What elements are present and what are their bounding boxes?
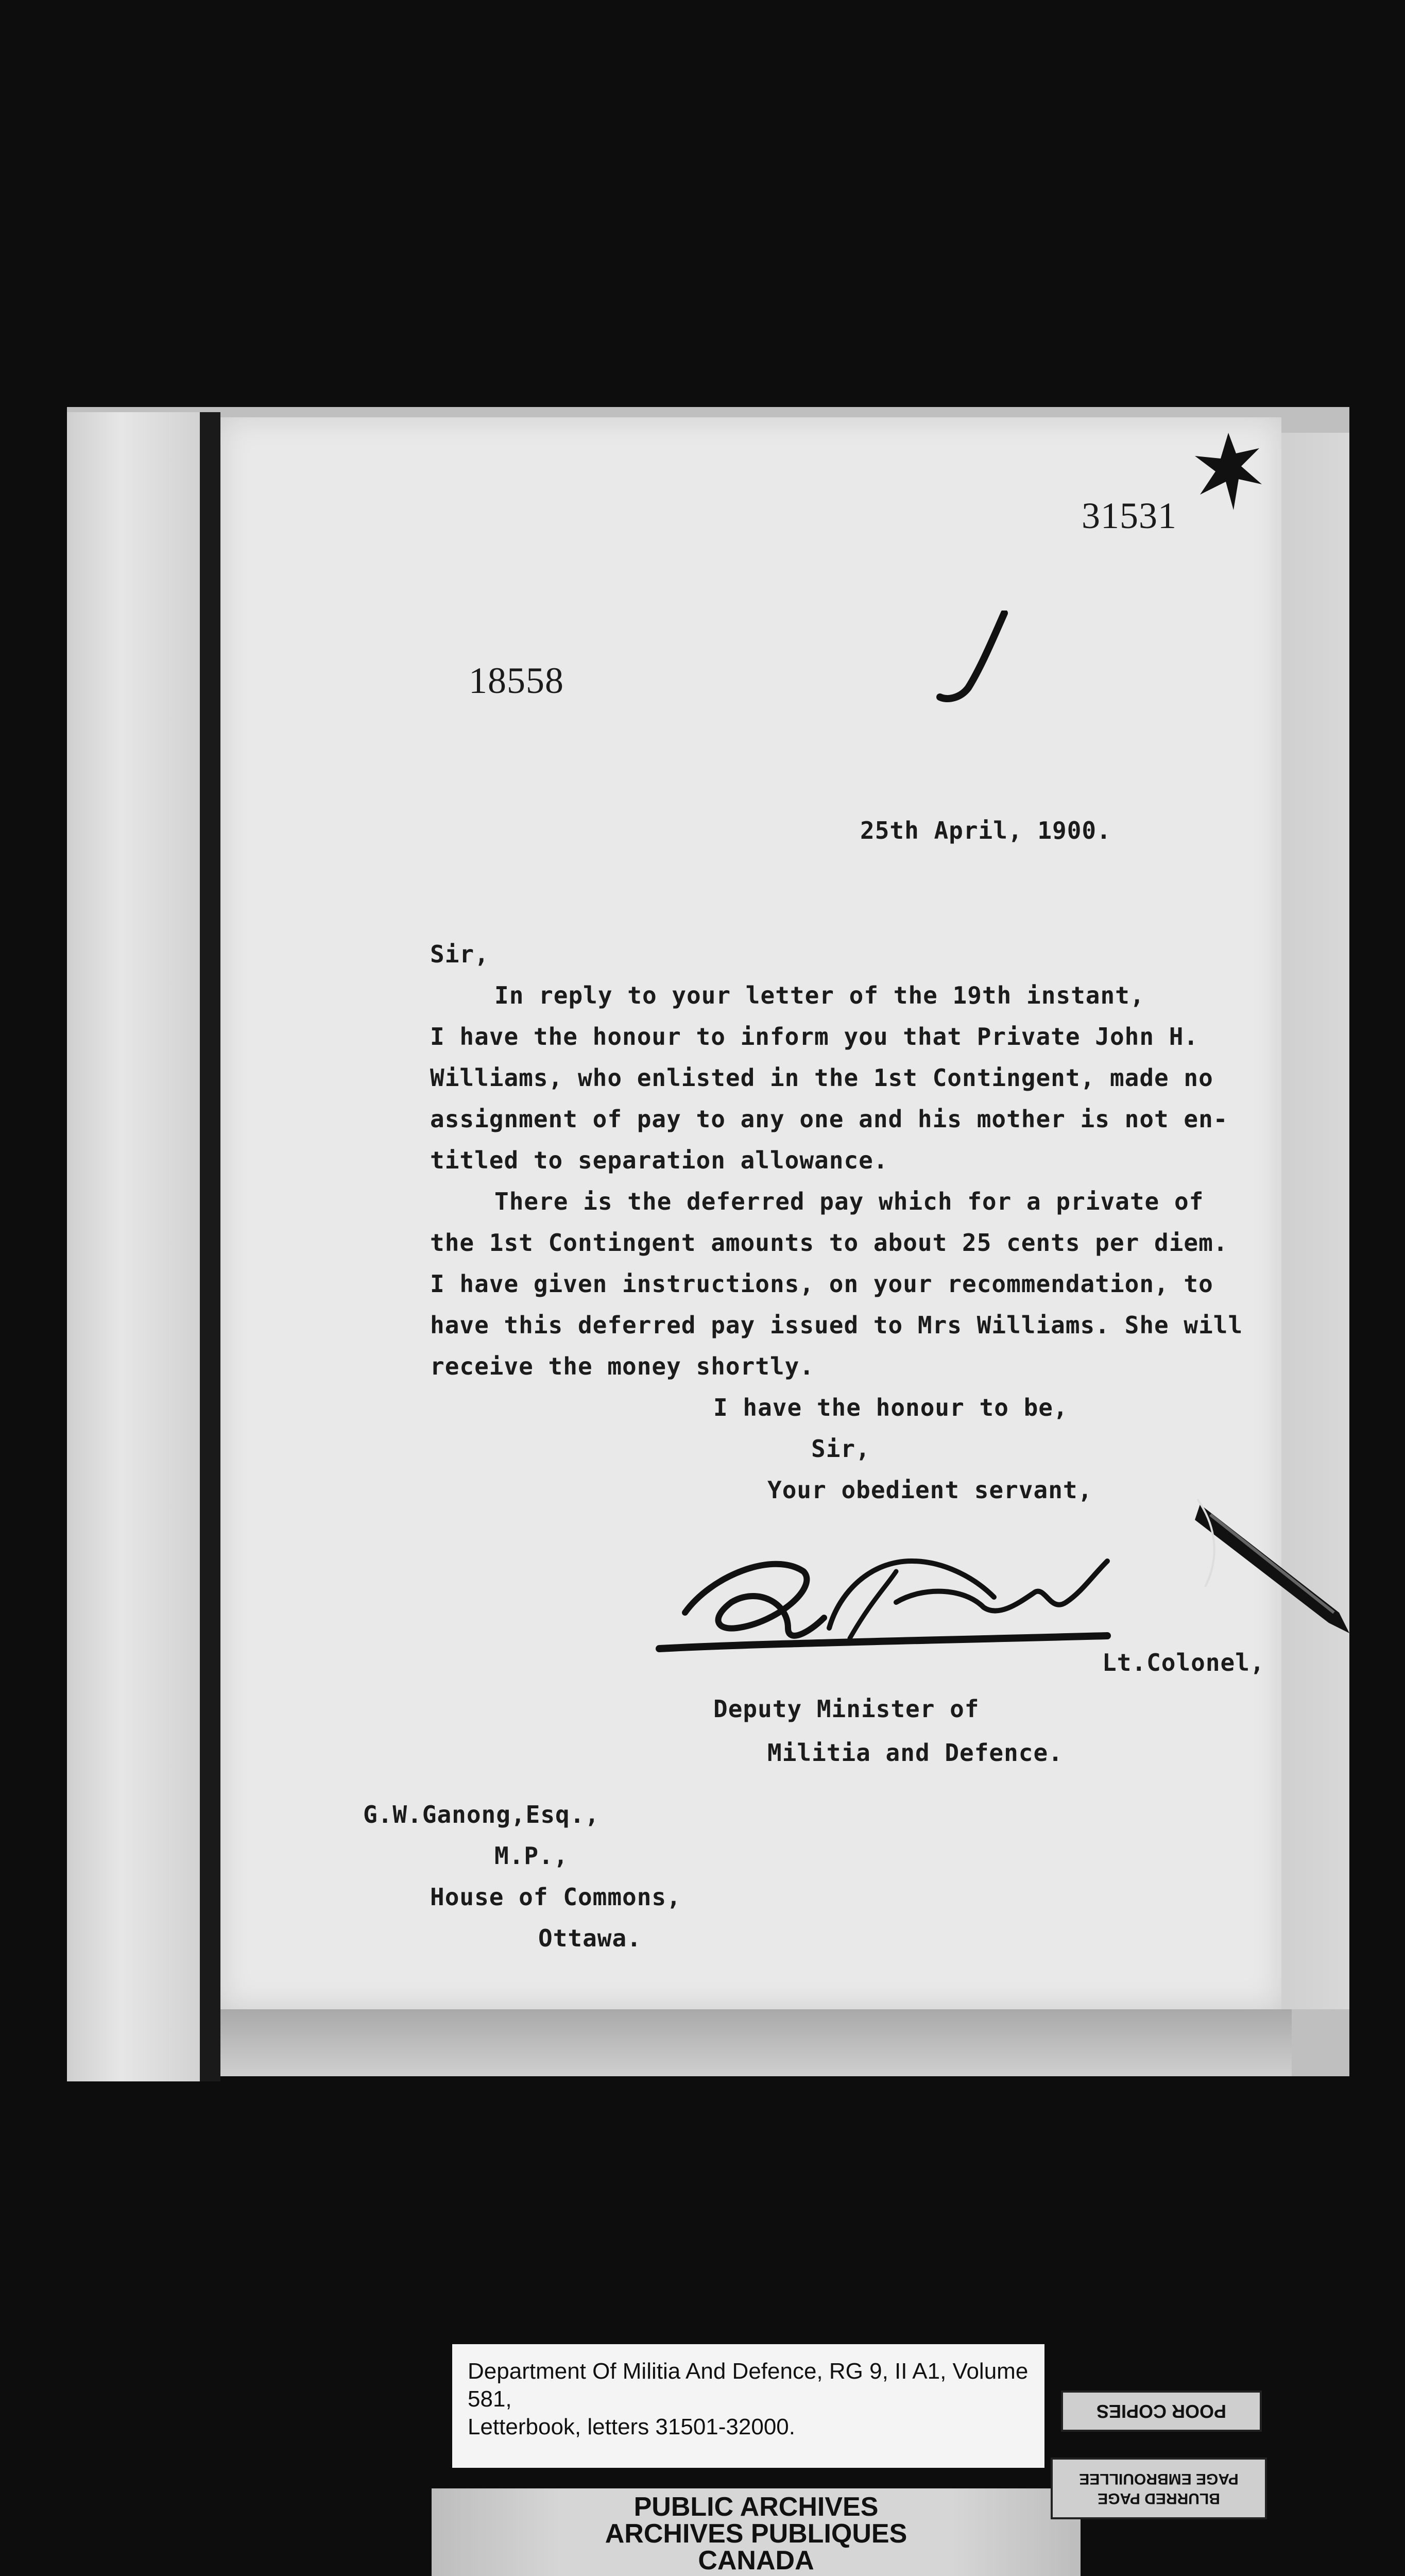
body-line-10: receive the money shortly. (430, 1352, 815, 1380)
body-line-7: the 1st Contingent amounts to about 25 cents per diem. (430, 1229, 1228, 1257)
citation-line-1: Department Of Militia And Defence, RG 9, II A1, Volume 581, (468, 2359, 1029, 2412)
archives-line-2: ARCHIVES PUBLIQUES (605, 2519, 907, 2549)
blurred-line-1: BLURRED PAGE (1098, 2490, 1220, 2507)
addressee-line-2: M.P., (494, 1842, 569, 1870)
left-binding-strip (67, 412, 201, 2081)
body-line-6: There is the deferred pay which for a private of (494, 1188, 1204, 1215)
closing-line-2: Sir, (811, 1435, 870, 1463)
body-line-3: Williams, who enlisted in the 1st Contingent, made no (430, 1064, 1213, 1092)
body-line-5: titled to separation allowance. (430, 1146, 888, 1174)
signatory-title-line-2: Militia and Defence. (767, 1739, 1063, 1767)
poor-copies-stamp: POOR COPIES (1061, 2391, 1262, 2432)
addressee-line-1: G.W.Ganong,Esq., (363, 1801, 600, 1828)
blurred-line-2: PAGE EMBROUILLEE (1079, 2470, 1239, 2487)
body-line-4: assignment of pay to any one and his mother is not en- (430, 1105, 1228, 1133)
letter-date: 25th April, 1900. (860, 817, 1111, 844)
sheet-bottom-edge (220, 2009, 1292, 2076)
signatory-title-line-1: Deputy Minister of (713, 1695, 980, 1723)
public-archives-label (432, 2488, 1081, 2576)
folio-number: 31531 (1082, 495, 1177, 536)
letter-number-stamp: 18558 (469, 660, 564, 701)
handwritten-signature (654, 1540, 1143, 1680)
body-line-1: In reply to your letter of the 19th instant, (494, 981, 1145, 1009)
citation-line-2: Letterbook, letters 31501-32000. (468, 2414, 796, 2439)
archives-line-1: PUBLIC ARCHIVES (633, 2492, 879, 2522)
archives-line-3: CANADA (698, 2546, 814, 2575)
body-line-9: have this deferred pay issued to Mrs Williams. She will (430, 1311, 1243, 1339)
body-line-8: I have given instructions, on your recommendation, to (430, 1270, 1213, 1298)
signatory-rank: Lt.Colonel, (1102, 1649, 1265, 1676)
closing-line-3: Your obedient servant, (767, 1476, 1093, 1504)
ink-blot-icon (1190, 428, 1267, 515)
closing-line-1: I have the honour to be, (713, 1394, 1068, 1421)
handwritten-check-mark (932, 611, 1015, 703)
body-line-2: I have the honour to inform you that Private John H. (430, 1023, 1199, 1050)
addressee-line-3: House of Commons, (430, 1883, 681, 1911)
archive-citation-label (452, 2344, 1044, 2468)
pen-icon (1195, 1494, 1349, 1690)
binding-spine (200, 412, 220, 2081)
salutation: Sir, (430, 940, 489, 968)
addressee-line-4: Ottawa. (538, 1924, 642, 1952)
blurred-page-stamp (1051, 2458, 1267, 2519)
